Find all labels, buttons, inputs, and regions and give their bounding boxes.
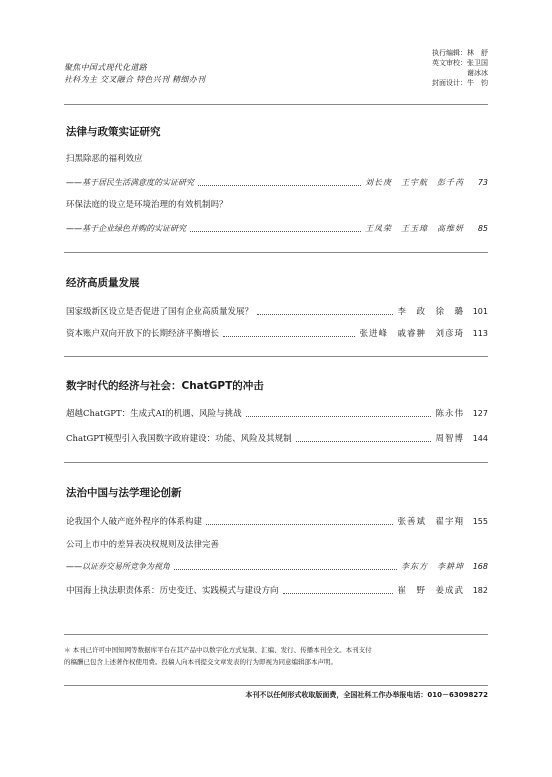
toc-entry: [66, 431, 488, 445]
statement-line-2: 的稿酬已包含上述著作权使用费。投稿人向本刊提交文章发表的行为即视为同意编辑部本声明。: [64, 658, 337, 666]
article-authors: 李东方 李耕坤: [401, 561, 464, 571]
leader-dots: [206, 524, 393, 525]
divider: [64, 634, 488, 635]
article-subtitle: ——基于企业绿色并购的实证研究: [66, 223, 186, 233]
article-authors: 张善斌 翟宇翔: [397, 517, 464, 527]
toc-entry: [66, 175, 488, 189]
divider: [64, 104, 488, 105]
leader-dots: [296, 441, 432, 442]
section-title: 经济高质量发展: [66, 277, 140, 289]
toc-entry: [66, 326, 488, 340]
leader-dots: [174, 569, 397, 570]
page-number: 144: [472, 433, 488, 443]
article-authors: 周智博: [435, 434, 464, 444]
article-authors: 王凤荣 王玉璋 高维妍: [365, 223, 464, 233]
leader-dots: [198, 185, 361, 186]
page-number: 182: [472, 585, 488, 595]
article-title: 环保法庭的设立是环境治理的有效机制吗？: [66, 200, 228, 210]
copyright-statement: [64, 644, 488, 668]
article-subtitle: ——基于居民生活满意度的实证研究: [66, 177, 194, 187]
article-title: 中国海上执法职责体系：历史变迁、实践模式与建设方向: [66, 586, 279, 596]
page-number: 73: [477, 177, 488, 187]
toc-entry: [66, 221, 488, 235]
toc-entry: [66, 559, 488, 573]
leader-dots: [283, 593, 394, 594]
slogan-line-1: 聚焦中国式现代化道路: [64, 63, 147, 72]
toc-entry: [66, 406, 488, 420]
divider: [64, 685, 488, 686]
page-number: 85: [477, 223, 488, 233]
article-title: ChatGPT模型引入我国数字政府建设：功能、风险及其规制: [66, 434, 292, 444]
article-title: 扫黑除恶的福利效应: [66, 154, 143, 164]
leader-dots: [190, 231, 361, 232]
section-title: 法律与政策实证研究: [66, 126, 161, 138]
leader-dots: [246, 416, 432, 417]
article-authors: 张进峰 戚睿翀 刘彦琦: [359, 329, 464, 339]
credit-line: 英文审校：张卫国: [432, 59, 488, 67]
article-authors: 刘长庚 王宇航 彭千芮: [365, 177, 464, 187]
article-title: 国家级新区设立是否促进了国有企业高质量发展？: [66, 307, 254, 317]
section-title: 数字时代的经济与社会：ChatGPT的冲击: [66, 380, 264, 392]
page-number: 113: [472, 328, 488, 338]
page-number: 168: [472, 561, 488, 571]
credit-line: 封面设计：牛 钧: [432, 79, 488, 87]
toc-entry: [66, 583, 488, 597]
article-title: 论我国个人破产庭外程序的体系构建: [66, 517, 203, 527]
leader-dots: [223, 336, 355, 337]
article-authors: 陈永伟: [435, 409, 464, 419]
credit-line: 执行编辑：林 舒: [432, 49, 488, 57]
statement-line-1: ＊ 本刊已许可中国知网等数据库平台在其产品中以数字化方式复制、汇编、发行、传播本刊全文。本刊支付: [64, 646, 372, 654]
fee-notice: 本刊不以任何形式收取版面费，全国社科工作办举报电话：010－63098272: [245, 691, 488, 699]
page-number: 101: [472, 306, 488, 316]
toc-entry: [66, 304, 488, 318]
editorial-credits: [432, 48, 488, 88]
journal-slogan: [64, 62, 205, 86]
slogan-line-2: 社科为主 交叉融合 特色兴刊 精细办刊: [64, 75, 206, 84]
article-subtitle: ——以证券交易所竞争为视角: [66, 561, 170, 571]
toc-entry: [66, 514, 488, 528]
credit-line: 谢冰冰: [467, 69, 488, 77]
divider: [64, 356, 488, 357]
leader-dots: [257, 314, 393, 315]
article-title: 超越ChatGPT：生成式AI的机遇、风险与挑战: [66, 409, 242, 419]
divider: [64, 462, 488, 463]
article-title: 资本账户双向开放下的长期经济平衡增长: [66, 329, 220, 339]
article-authors: 李 政 徐 璐: [397, 307, 464, 317]
article-authors: 崔 野 姜成武: [397, 586, 464, 596]
page-number: 127: [472, 408, 488, 418]
divider: [64, 252, 488, 253]
page-number: 155: [472, 516, 488, 526]
section-title: 法治中国与法学理论创新: [66, 487, 182, 499]
article-title: 公司上市中的差异表决权规则及法律完善: [66, 540, 220, 550]
